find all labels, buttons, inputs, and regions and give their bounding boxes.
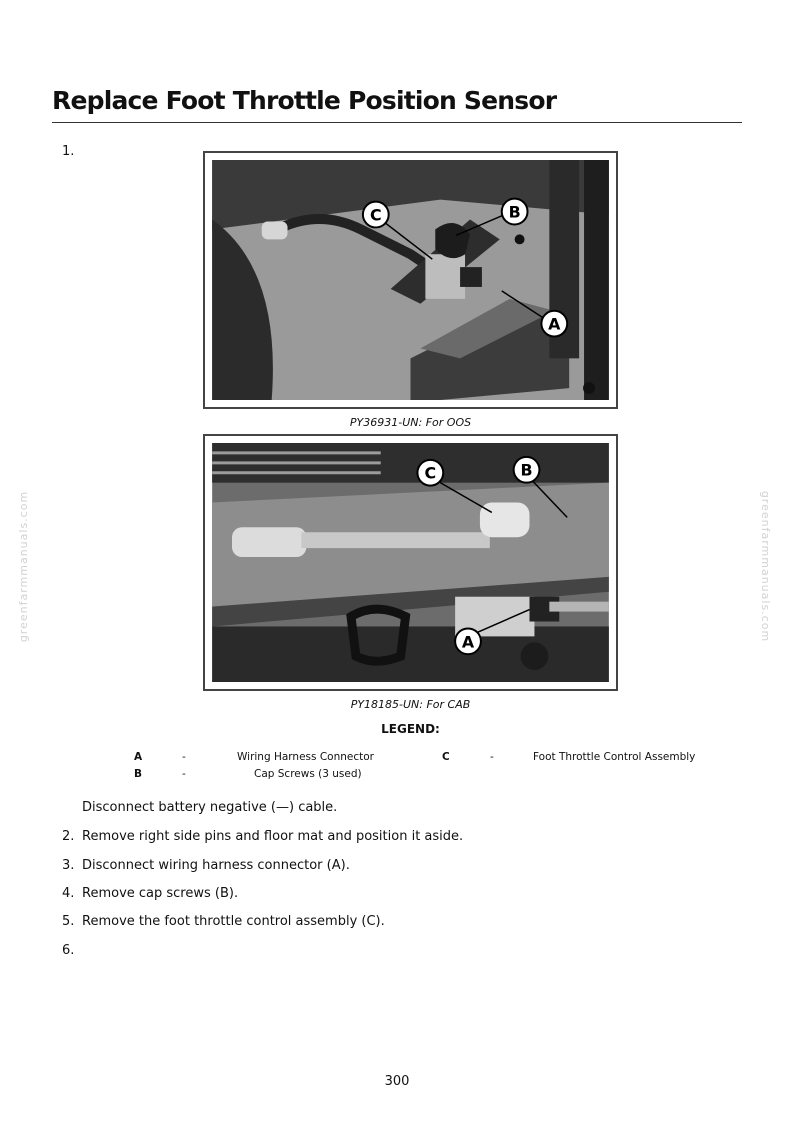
watermark-right: greenfarmmanuals.com (759, 490, 773, 643)
figure-cab-caption: PY18185-UN: For CAB (350, 698, 471, 711)
legend-c-dash: - (490, 751, 494, 763)
step-5-number: 5. (62, 914, 75, 929)
step-2-number: 2. (62, 829, 75, 844)
fig2-callout-c: C (424, 463, 437, 483)
watermark-left: greenfarmmanuals.com (17, 490, 31, 643)
figure-oos (203, 151, 618, 409)
step-5-text: Remove the foot throttle control assembly (C). (82, 914, 385, 929)
legend-a-dash: - (182, 751, 186, 763)
legend-b-text: Cap Screws (3 used) (254, 768, 362, 780)
step-5 (62, 914, 385, 929)
step-2 (62, 829, 463, 844)
step-4 (62, 886, 238, 901)
illustration-oos-throttle-icon (212, 160, 609, 400)
fig2-callout-b: B (520, 460, 533, 480)
figure-oos-caption: PY36931-UN: For OOS (349, 416, 472, 429)
step-battery: Disconnect battery negative (—) cable. (82, 800, 338, 815)
legend-a-letter: A (134, 751, 143, 763)
figure-cab (203, 434, 618, 691)
step-3 (62, 858, 350, 873)
legend-b-letter: B (134, 768, 143, 780)
step-1-number: 1. (62, 144, 75, 159)
step-4-text: Remove cap screws (B). (82, 886, 239, 901)
fig1-callout-c: C (369, 205, 382, 225)
fig1-callout-a: A (548, 314, 561, 334)
fig1-callout-b: B (508, 202, 521, 222)
step-3-text: Disconnect wiring harness connector (A). (82, 858, 350, 873)
title-rule (52, 122, 742, 123)
page-title: Replace Foot Throttle Position Sensor (52, 86, 557, 115)
legend-b-dash: - (182, 768, 186, 780)
legend-title: LEGEND: (381, 722, 440, 736)
step-4-number: 4. (62, 886, 75, 901)
illustration-cab-throttle-icon (212, 443, 609, 682)
legend-c-text: Foot Throttle Control Assembly (533, 751, 696, 763)
step-2-text: Remove right side pins and floor mat and position it aside. (82, 829, 464, 844)
step-6-number: 6. (62, 943, 75, 958)
step-3-number: 3. (62, 858, 75, 873)
page-number: 300 (384, 1074, 410, 1089)
legend-a-text: Wiring Harness Connector (237, 751, 374, 763)
legend-c-letter: C (442, 751, 450, 763)
fig2-callout-a: A (461, 632, 475, 652)
